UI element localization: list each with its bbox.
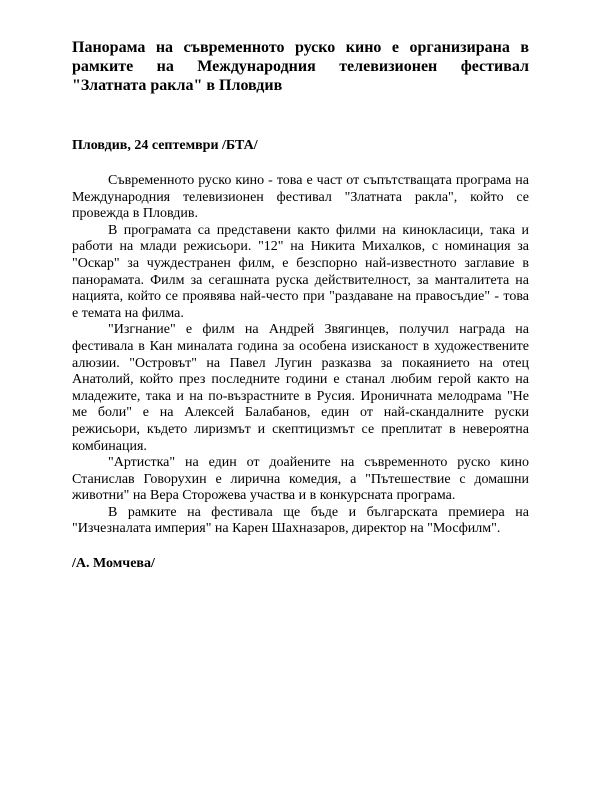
article-body (72, 173, 529, 538)
article (72, 38, 529, 572)
article-paragraph: "Изгнание" е филм на Андрей Звягинцев, получил награда на фестивала в Кан миналата година за особена изисканост в художествените алюзии. "Островът" на Павел Лугин разказва за покаянието на отец Анатолий, който през последните години е станал любим герой както на младежите, така и на по-възрастните в Русия. Ироничната мелодрама "Не ме боли" е на Алексей Балабанов, един от най-скандалните руски режисьори, където лиризмът и скептицизмът се преплитат в невероятна комбинация. (72, 322, 529, 454)
article-paragraph: Съвременното руско кино - това е част от съпътстващата програма на Международния телевизионен фестивал "Златната ракла", който се провежда в Пловдив. (72, 173, 529, 222)
article-dateline: Пловдив, 24 септември /БТА/ (72, 138, 258, 153)
article-paragraph: "Артистка" на един от доайените на съвременното руско кино Станислав Говорухин е лирична комедия, а "Пътешествие с домашни животни" на Вера Сторожева участва и в конкурсната програма. (72, 455, 529, 504)
article-paragraph: В програмата са представени както филми на кинокласици, така и работи на млади режисьори. "12" на Никита Михалков, с номинация за "Оскар" за чуждестранен филм, е безспорно най-известното заглавие в панорамата. Филм за сегашната руска действителност, за манталитета на нацията, който се проявява най-често при "раздаване на правосъдие" - това е темата на филма. (72, 222, 529, 321)
article-signature: /А. Момчева/ (72, 556, 155, 572)
article-paragraph: В рамките на фестивала ще бъде и българската премиера на "Изчезналата империя" на Карен Шахназаров, директор на "Мосфилм". (72, 504, 529, 537)
article-headline: Панорама на съвременното руско кино е организирана в рамките на Международния телевизионен фестивал "Златната ракла" в Пловдив (72, 39, 529, 94)
